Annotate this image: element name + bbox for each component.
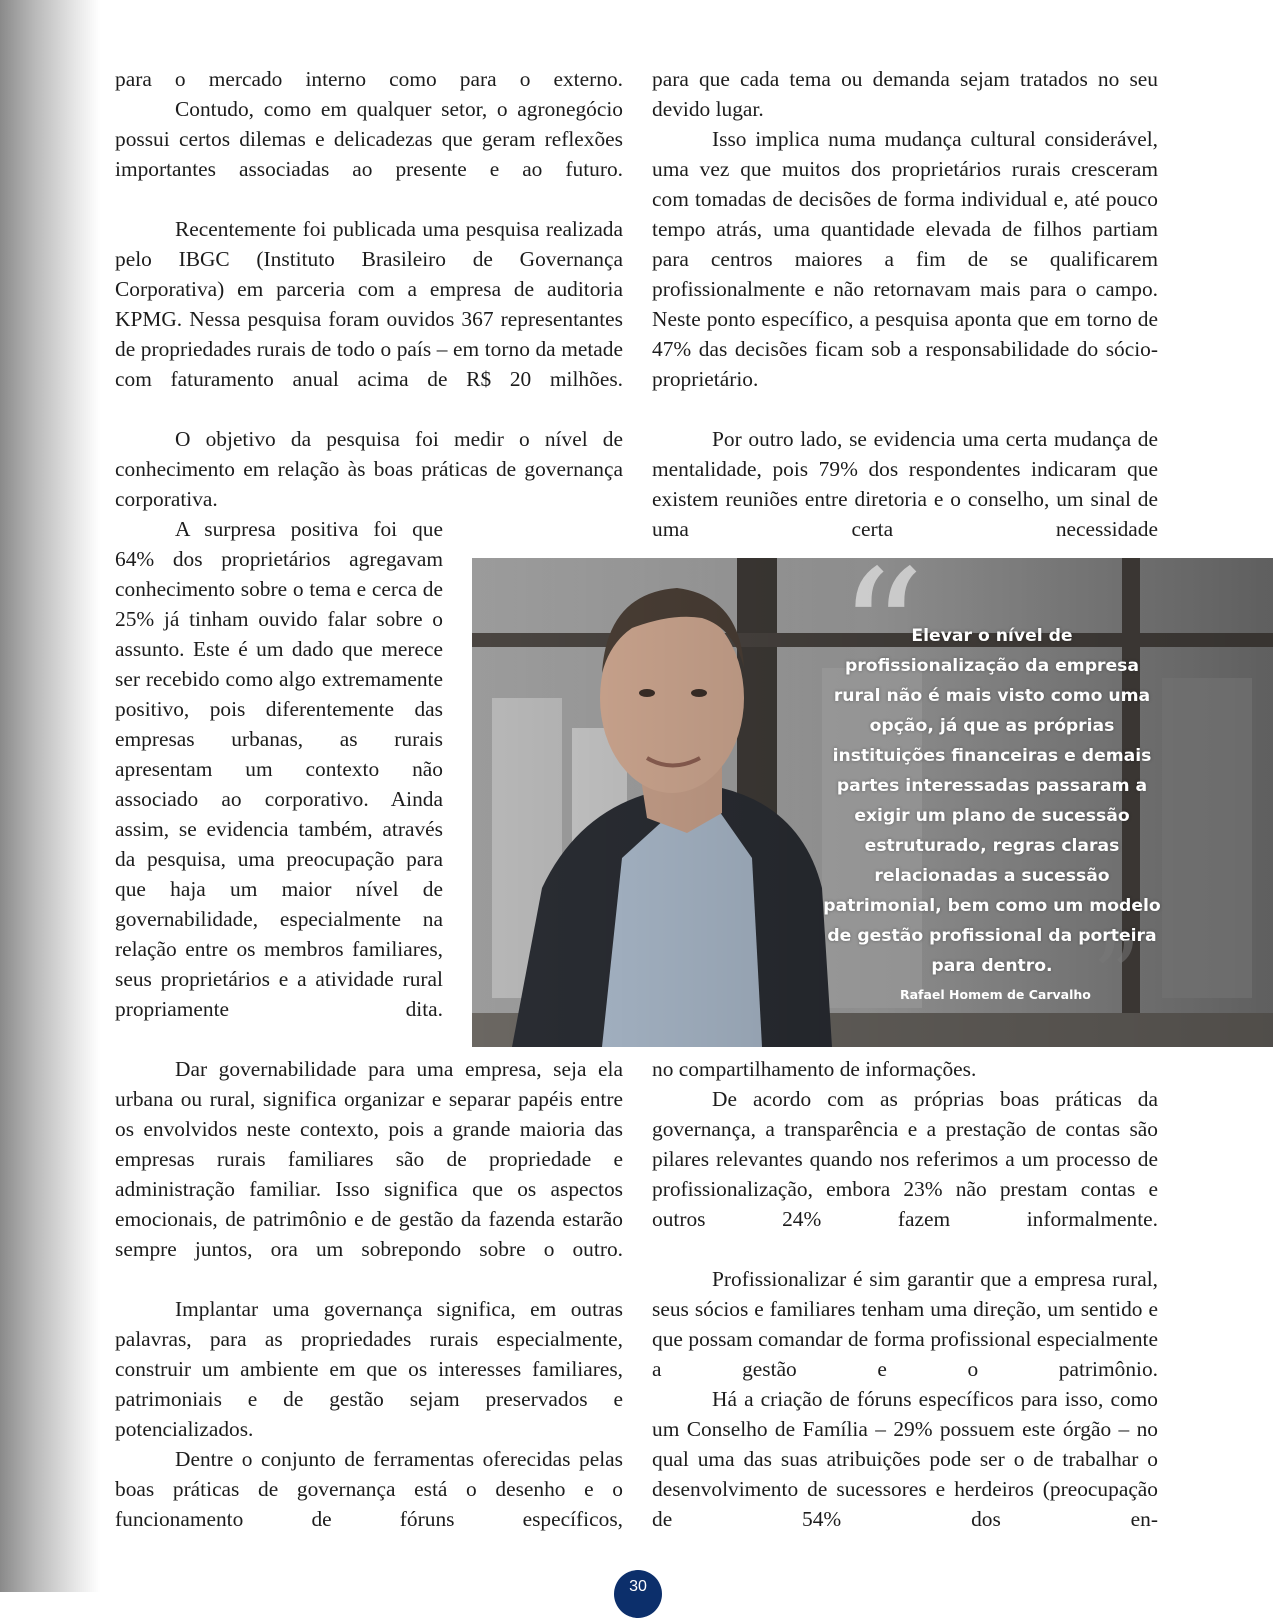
- right-paragraph-4: De acordo com as próprias boas práticas da governança, a transparência e a prestação de contas são pilares relevantes quando nos referimos a um processo de profissionalização, embora 23% não prestam contas e outros 24% fazem informalmente.: [652, 1087, 1158, 1231]
- quote-open-mark: “: [838, 534, 925, 732]
- pull-quote-author: Rafael Homem de Carvalho: [900, 987, 1091, 1002]
- right-paragraph-1: Isso implica numa mudança cultural considerável, uma vez que muitos dos proprietários rurais cresceram com tomadas de decisões de forma individual e, até pouco tempo atrás, uma quantidade elevada de filhos partiam para centros maiores a fim de se qualificarem profissionalmente e não retornavam mais para o campo. Neste ponto específico, a pesquisa aponta que em torno de 47% das decisões ficam sob a responsabilidade do sócio-proprietário.: [652, 127, 1158, 391]
- right-paragraph-2: Por outro lado, se evidencia uma certa mudança de mentalidade, pois 79% dos respondentes indicaram que existem reuniões entre diretoria e o conselho, um sinal de uma certa necessidade: [652, 427, 1158, 541]
- page-number-badge: 30: [614, 1570, 662, 1618]
- right-paragraph-6: Há a criação de fóruns específicos para isso, como um Conselho de Família – 29% possuem este órgão – no qual uma das suas atribuições pode ser o de trabalhar o desenvolvimento de sucessores e herdeiros (preocupação de 54% dos en-: [652, 1387, 1158, 1531]
- left-paragraph-5: Dar governabilidade para uma empresa, seja ela urbana ou rural, significa organizar e separar papéis entre os envolvidos neste contexto, pois a grande maioria das empresas rurais familiares são de propriedade e administração familiar. Isso significa que os aspectos emocionais, de patrimônio e de gestão da fazenda estarão sempre juntos, ora um sobrepondo sobre o outro.: [115, 1057, 623, 1261]
- left-paragraph-2: Recentemente foi publicada uma pesquisa realizada pelo IBGC (Instituto Brasileiro de Governança Corporativa) em parceria com a empresa de auditoria KPMG. Nessa pesquisa foram ouvidos 367 representantes de propriedades rurais de todo o país – em torno da metade com faturamento anual acima de R$ 20 milhões.: [115, 217, 623, 391]
- page-gutter-shadow: [0, 0, 100, 1592]
- left-paragraph-7: Dentre o conjunto de ferramentas oferecidas pelas boas práticas de governança está o desenho e o funcionamento de fóruns específicos,: [115, 1447, 623, 1531]
- left-paragraph-4: A surpresa positiva foi que 64% dos proprietários agregavam conhecimento sobre o tema e cerca de 25% já tinham ouvido falar sobre o assunto. Este é um dado que merece ser recebido como algo extremamente positivo, pois diferentemente das empresas urbanas, as rurais apresentam um contexto não associado ao corporativo. Ainda assim, se evidencia também, através da pesquisa, uma preocupação para que haja um maior nível de governabilidade, especialmente na relação entre os membros familiares, seus proprietários e a atividade rural propriamente dita.: [115, 517, 443, 1021]
- left-paragraph-0: para o mercado interno como para o externo.: [115, 67, 623, 91]
- left-paragraph-1: Contudo, como em qualquer setor, o agronegócio possui certos dilemas e delicadezas que geram reflexões importantes associadas ao presente e ao futuro.: [115, 97, 623, 181]
- left-paragraph-3: O objetivo da pesquisa foi medir o nível de conhecimento em relação às boas práticas de governança corporativa.: [115, 427, 623, 511]
- right-paragraph-3: no compartilhamento de informações.: [652, 1057, 977, 1081]
- left-paragraph-6: Implantar uma governança significa, em outras palavras, para as propriedades rurais especialmente, construir um ambiente em que os interesses familiares, patrimoniais e de gestão sejam preservados e potencializados.: [115, 1297, 623, 1441]
- right-paragraph-5: Profissionalizar é sim garantir que a empresa rural, seus sócios e familiares tenham uma direção, um sentido e que possam comandar de forma profissional especialmente a gestão e o patrimônio.: [652, 1267, 1158, 1381]
- quote-close-mark: ”: [1092, 922, 1141, 1032]
- right-paragraph-0: para que cada tema ou demanda sejam tratados no seu devido lugar.: [652, 67, 1158, 121]
- pull-quote-text: Elevar o nível de profissionalização da empresa rural não é mais visto como uma opção, já que as próprias instituições financeiras e demais partes interessadas passaram a exigir um plano de sucessão estruturado, regras claras relacionadas a sucessão patrimonial, bem como um modelo de gestão profissional da porteira para dentro.: [823, 626, 1161, 976]
